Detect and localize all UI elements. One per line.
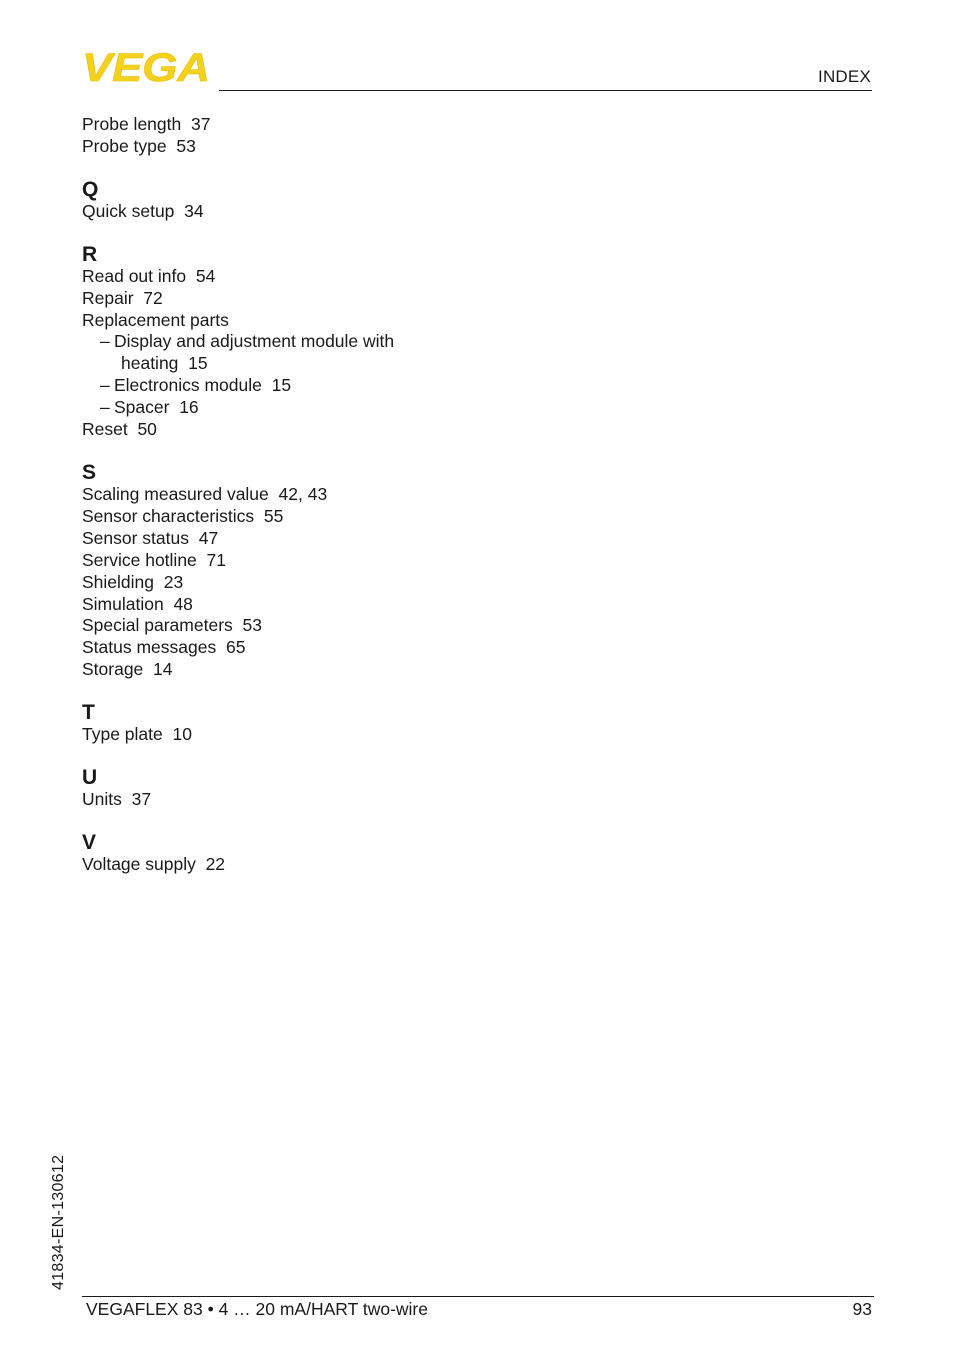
index-term: Spacer — [114, 397, 170, 418]
section-title: INDEX — [818, 67, 871, 86]
index-letter-heading: V — [82, 830, 97, 854]
index-term: Probe length — [82, 114, 182, 134]
index-letter-heading: S — [82, 460, 97, 484]
index-entry — [82, 419, 502, 441]
index-letter-heading: Q — [82, 177, 99, 201]
index-term: Units — [82, 789, 122, 810]
index-term: Status messages — [82, 637, 217, 658]
index-term: Scaling measured value — [82, 483, 269, 504]
index-page-ref: 16 — [179, 397, 199, 418]
index-entry — [82, 266, 502, 288]
index-entry — [82, 484, 502, 506]
index-term: Read out info — [82, 265, 187, 286]
index-term: Probe type — [82, 135, 167, 156]
index-entry — [82, 550, 502, 572]
index-group-q — [82, 179, 502, 223]
continued-entries — [82, 114, 502, 158]
index-page-ref: 54 — [195, 265, 216, 286]
index-subentry — [82, 331, 502, 353]
index-page-ref: 15 — [271, 375, 292, 396]
index-entry — [82, 615, 502, 637]
index-term: Special parameters — [82, 615, 233, 636]
index-entry — [82, 659, 502, 681]
index-page-ref: 14 — [153, 659, 173, 680]
index-letter-heading: T — [82, 701, 95, 725]
subentry-dash: – — [100, 375, 110, 396]
index-entry — [82, 506, 502, 528]
index-term: Repair — [82, 287, 134, 308]
index-term: Type plate — [82, 724, 163, 745]
index-page-ref: 48 — [173, 593, 193, 614]
index-subentry — [82, 375, 502, 397]
index-term: Replacement parts — [82, 309, 229, 330]
index-page-ref: 53 — [176, 135, 196, 156]
index-page-ref: 37 — [131, 789, 152, 810]
index-entry — [82, 136, 502, 158]
index-letter-heading: U — [82, 766, 98, 790]
vega-logo — [82, 50, 212, 84]
index-page-ref: 71 — [206, 549, 226, 570]
index-group-r — [82, 244, 502, 441]
footer-divider — [82, 1296, 874, 1297]
subentry-dash: – — [100, 397, 110, 418]
index-term: Quick setup — [82, 200, 175, 221]
index-page-ref: 34 — [184, 200, 204, 221]
index-list — [82, 114, 502, 876]
index-term: Sensor characteristics — [82, 505, 255, 526]
index-term: Reset — [82, 419, 128, 440]
page-number: 93 — [852, 1299, 872, 1319]
index-entry — [82, 572, 502, 594]
document-code: 41834-EN-130612 — [50, 1154, 67, 1290]
index-page-ref: 15 — [188, 353, 208, 374]
index-term: Electronics module — [114, 375, 262, 396]
index-group-v — [82, 832, 502, 876]
index-page-ref: 23 — [163, 571, 184, 592]
vega-logo-text: VEGA — [82, 50, 210, 84]
header-divider — [219, 90, 872, 91]
index-entry — [82, 724, 502, 746]
index-entry — [82, 528, 502, 550]
subentry-dash: – — [100, 331, 110, 352]
index-page-ref: 47 — [198, 527, 219, 548]
index-page-ref: 37 — [190, 114, 211, 134]
index-subentry — [82, 397, 502, 419]
index-entry — [82, 353, 502, 375]
index-page-ref: 55 — [263, 505, 284, 526]
index-entry — [82, 114, 502, 136]
index-term: Simulation — [82, 593, 164, 614]
index-term: Storage — [82, 659, 144, 680]
index-term: heating — [121, 353, 179, 374]
index-group-t — [82, 702, 502, 746]
index-letter-heading: R — [82, 242, 98, 266]
index-term: Service hotline — [82, 549, 197, 570]
index-page-ref: 65 — [225, 637, 246, 658]
index-term: Voltage supply — [82, 853, 196, 874]
index-page-ref: 53 — [242, 615, 262, 636]
index-entry — [82, 288, 502, 310]
index-group-s — [82, 462, 502, 681]
index-entry — [82, 637, 502, 659]
index-term: Display and adjustment module with — [114, 331, 395, 352]
index-page-ref: 42, 43 — [278, 483, 328, 504]
index-entry — [82, 854, 502, 876]
index-term: Sensor status — [82, 527, 189, 548]
document-title: VEGAFLEX 83 • 4 … 20 mA/HART two-wire — [86, 1299, 428, 1319]
index-entry — [82, 594, 502, 616]
index-page-ref: 72 — [143, 287, 163, 308]
index-entry — [82, 201, 502, 223]
index-page-ref: 10 — [172, 724, 192, 745]
index-term: Shielding — [82, 571, 154, 592]
index-page-ref: 50 — [137, 419, 157, 440]
index-entry — [82, 310, 502, 332]
index-group-u — [82, 767, 502, 811]
index-entry — [82, 789, 502, 811]
index-page-ref: 22 — [205, 853, 226, 874]
